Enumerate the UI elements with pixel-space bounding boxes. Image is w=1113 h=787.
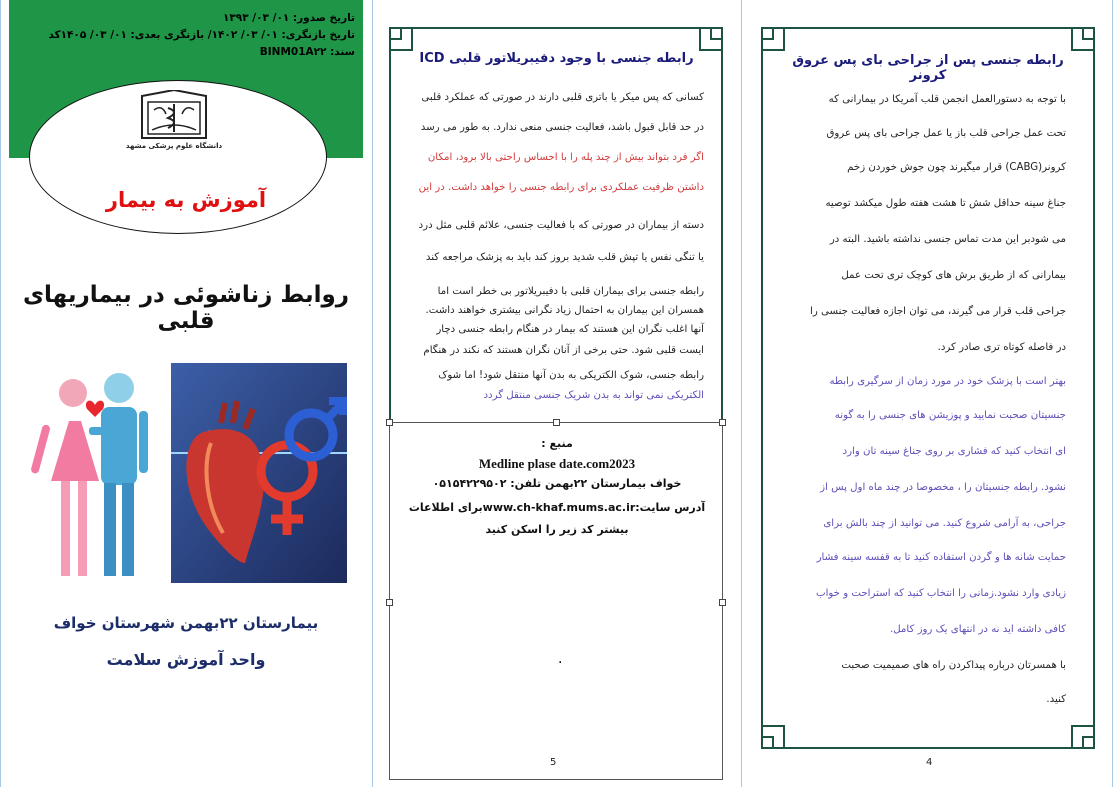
frame-corner <box>761 725 785 749</box>
text-line: جنسیتان صحبت نمایید و پوزیشن های جنسی را به گونه <box>834 410 1066 421</box>
text-line: می شودبر این مدت تماس جنسی نداشته باشید. البته در <box>829 234 1066 245</box>
text-line: در فاصله کوتاه تری صادر کرد. <box>937 342 1066 353</box>
text-line: رابطه جنسی برای بیماران قلبی با دفیبریلاتور بی خطر است اما <box>437 286 704 297</box>
text-line: بهتر است با پزشک خود در مورد زمان از سرگیری رابطه <box>829 376 1066 387</box>
text-line: کرونر(CABG) قرار میگیرند چون جوش خوردن زخم <box>847 162 1066 173</box>
text-line: آنها اغلب نگران این هستند که بیمار در هنگام رابطه جنسی دچار <box>436 324 704 335</box>
frame-corner <box>761 27 785 51</box>
text-line: تحت عمل جراحی قلب باز یا عمل جراحی بای پس عروق <box>826 128 1066 139</box>
hospital-phone: خواف بیمارستان ۲۲بهمن تلفن: ۰۵۱۵۴۲۲۹۵۰۲ <box>432 477 682 490</box>
text-line: با توجه به دستورالعمل انجمن قلب آمریکا در بیمارانی که <box>828 94 1066 105</box>
issue-date: تاریخ صدور: ۰۱/ ۰۳/ ۱۳۹۳ <box>222 12 355 24</box>
text-line: الکتریکی نمی تواند به بدن شریک جنسی منتقل گردد <box>483 390 704 401</box>
text-line: بیمارانی که از طریق برش های کوچک تری تحت عمل <box>841 270 1066 281</box>
frame-corner <box>1071 27 1095 51</box>
couple-illustration <box>11 363 171 583</box>
frame-corner <box>1071 725 1095 749</box>
frame-corner <box>389 27 413 51</box>
text-line: رابطه جنسی، شوک الکتریکی به بدن آنها منتقل شود! اما شوک <box>438 370 704 381</box>
text-line: جراحی قلب قرار می گیرند، می توان اجازه فعالیت جنسی را <box>810 306 1066 317</box>
page-number-4: 4 <box>926 757 933 768</box>
text-line: کافی داشته اید نه در انتهای یک روز کامل. <box>889 624 1066 635</box>
source-block <box>390 433 724 541</box>
text-line: با همسرتان درباره پیداکردن راه های صمیمیت صحبت <box>841 660 1066 671</box>
text-line: کسانی که پس میکر یا باتری قلبی دارند در صورتی که عملکرد قلبی <box>421 92 704 103</box>
logo-caption: دانشگاه علوم پزشکی مشهد <box>125 142 223 150</box>
qr-placeholder-dot: . <box>558 651 563 667</box>
revision-date: تاریخ بازنگری: ۰۱/ ۰۳/ ۱۴۰۲/ بازنگری بعدی: ۰۱/ ۰۳/ ۱۴۰۵کد <box>48 29 355 41</box>
resize-handle[interactable] <box>386 599 393 606</box>
resize-handle[interactable] <box>553 419 560 426</box>
text-line: همسران این بیماران به احتمال زیاد نگرانی بیشتری خواهند داشت. <box>425 305 704 316</box>
website: آدرس سایت:www.ch-khaf.mums.ac.irبرای اطلاعات <box>408 501 706 514</box>
icd-section-title: رابطه جنسی با وجود دفیبریلاتور قلبی ICD <box>419 51 694 66</box>
text-line: جناغ سینه حداقل شش تا هشت هفته طول میکشد توصیه <box>825 198 1066 209</box>
cabg-section-title: رابطه جنسی پس از جراحی بای پس عروق کرونر <box>792 53 1064 83</box>
university-logo <box>124 90 224 156</box>
resize-handle[interactable] <box>719 419 726 426</box>
resize-handle[interactable] <box>386 419 393 426</box>
text-line: جراحی، به آرامی شروع کنید. می توانید از چند بالش برای <box>823 518 1066 529</box>
document-meta <box>13 10 355 61</box>
health-education-unit: واحد آموزش سلامت <box>106 650 266 669</box>
patient-education-label: آموزش به بیمار <box>105 188 267 212</box>
scan-instruction: بیشتر کد زیر را اسکن کنید <box>485 523 629 536</box>
brochure-title: روابط زناشوئی در بیماریهای قلبی <box>22 282 350 334</box>
text-line: ای انتخاب کنید که فشاری بر روی جناغ سینه تان وارد <box>842 446 1066 457</box>
text-line: یا تنگی نفس یا تپش قلب شدید بروز کند باید به پزشک مراجعه کند <box>425 252 704 263</box>
text-line: زیادی وارد نشود.زمانی را انتخاب کنید که استراحت و خواب <box>815 588 1066 599</box>
text-line: داشتن ظرفیت عملکردی برای رابطه جنسی را خواهد داشت. در این <box>418 182 704 193</box>
heart-gender-illustration <box>171 363 347 583</box>
cover-panel <box>9 0 363 787</box>
source-reference: Medline plase date.com2023 <box>478 456 636 471</box>
resize-handle[interactable] <box>719 599 726 606</box>
text-line: حمایت شانه ها و گردن استفاده کنید تا به قفسه سینه فشار <box>816 552 1066 563</box>
text-line: کنید. <box>1046 694 1066 705</box>
text-line: اگر فرد بتواند بیش از چند پله را با احساس راحتی بالا برود، امکان <box>427 152 704 163</box>
page-number-5: 5 <box>550 757 557 768</box>
text-line: نشود. رابطه جنسیتان را ، مخصوصا در چند ماه اول پس از <box>820 482 1066 493</box>
text-line: دسته از بیماران در صورتی که با فعالیت جنسی، علائم قلبی مثل درد <box>418 220 704 231</box>
source-textbox[interactable] <box>389 422 723 780</box>
text-line: در حد قابل قبول باشد، فعالیت جنسی منعی ندارد. به طور می رسد <box>420 122 704 133</box>
document-code: سند: BINM01A۲۲ <box>259 46 355 58</box>
text-line: ایست قلبی شود. حتی برخی از آنان نگران هستند که نکند در هنگام <box>423 345 704 356</box>
frame-corner <box>699 27 723 51</box>
hospital-name: بیمارستان ۲۲بهمن شهرستان خواف <box>53 614 319 632</box>
source-label: منبع : <box>541 437 573 450</box>
